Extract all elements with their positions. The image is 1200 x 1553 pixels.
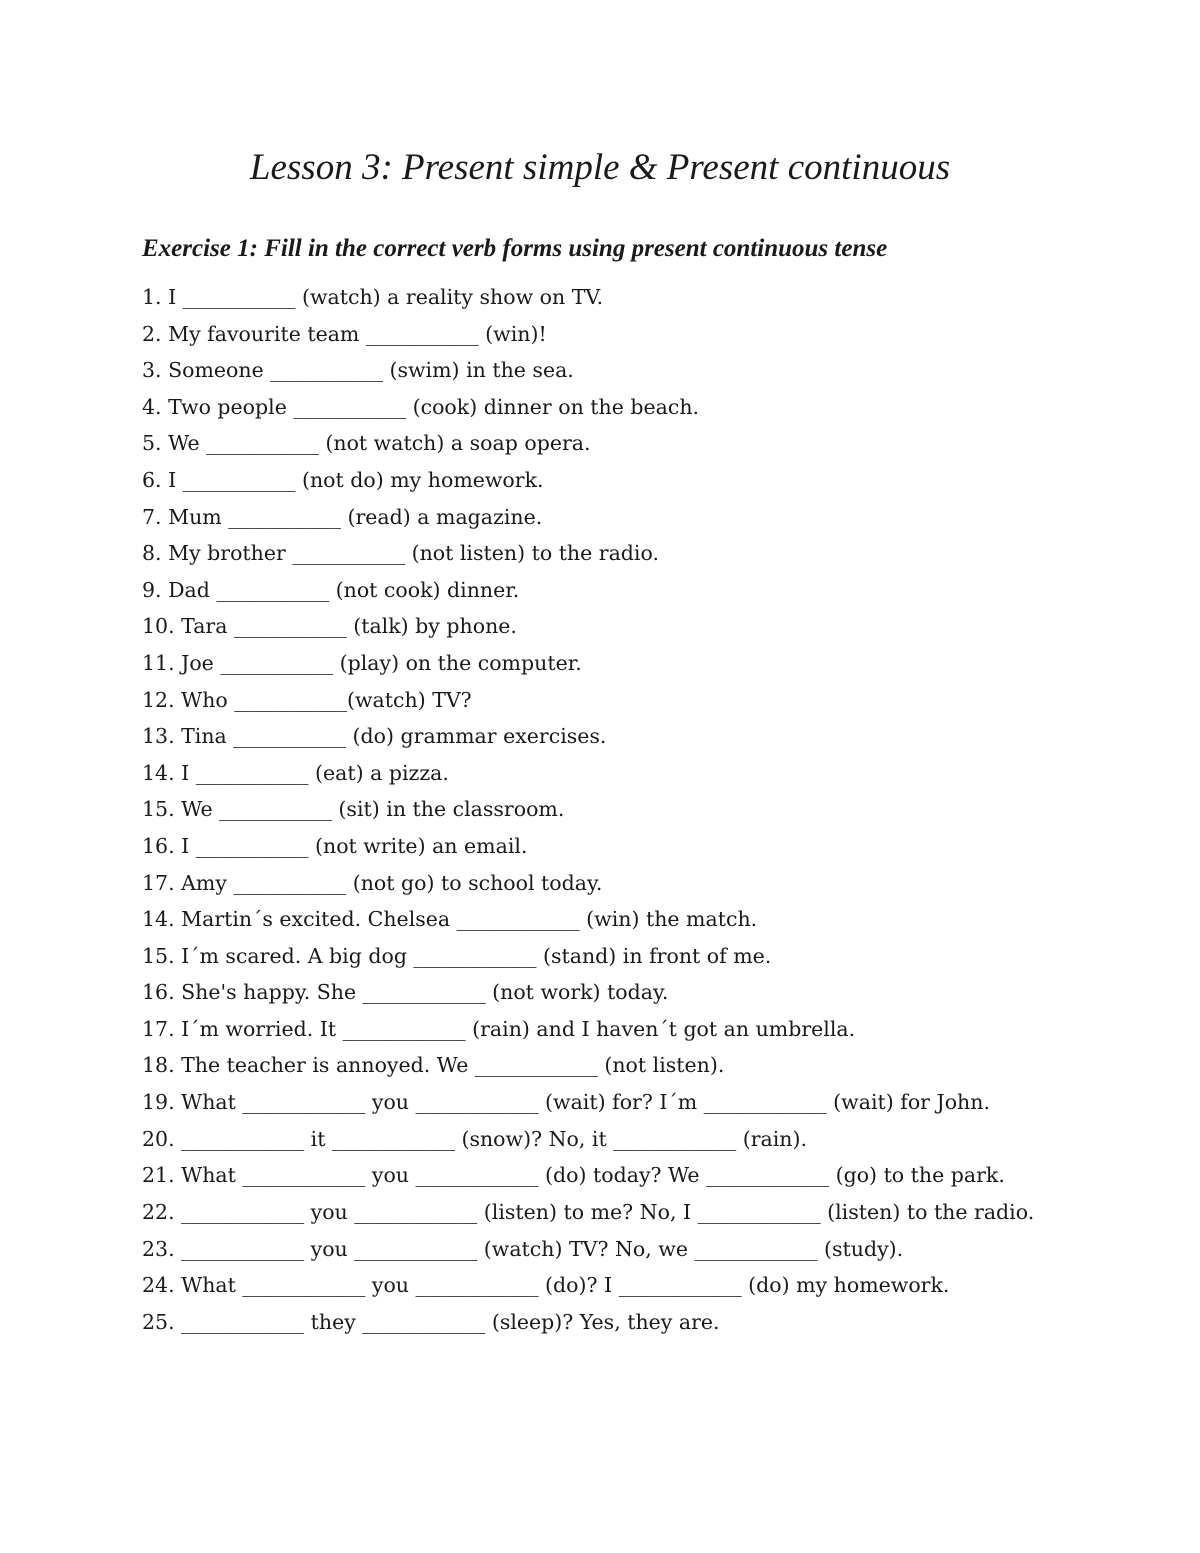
exercise-item: 16. She's happy. She ____________ (not work) today.: [142, 980, 669, 1005]
exercise-item: 6. I ___________ (not do) my homework.: [142, 467, 544, 492]
exercise-item: 16. I ___________ (not write) an email.: [142, 833, 528, 858]
exercise-item: 4. Two people ___________ (cook) dinner on the beach.: [142, 394, 700, 419]
exercise-item: 22. ____________ you ____________ (listen) to me? No, I ____________ (listen) to the radio.: [142, 1200, 1035, 1225]
exercise-item: 7. Mum ___________ (read) a magazine.: [142, 504, 543, 529]
exercise-item: 14. I ___________ (eat) a pizza.: [142, 760, 449, 785]
exercise-item: 5. We ___________ (not watch) a soap opera.: [142, 431, 591, 456]
lesson-title: Lesson 3: Present simple & Present continuous: [249, 147, 951, 188]
exercise-item: 18. The teacher is annoyed. We ____________ (not listen).: [142, 1053, 725, 1078]
exercise-item: 17. Amy ___________ (not go) to school today.: [142, 870, 603, 895]
exercise-item: 21. What ____________ you ____________ (do) today? We ____________ (go) to the park.: [142, 1163, 1005, 1188]
exercise-item: 25. ____________ they ____________ (sleep)? Yes, they are.: [142, 1310, 720, 1335]
exercise-item: 8. My brother ___________ (not listen) to the radio.: [142, 541, 659, 566]
exercise-item: 24. What ____________ you ____________ (do)? I ____________ (do) my homework.: [142, 1273, 950, 1298]
exercise-list: [142, 279, 1058, 1341]
exercise-item: 15. We ___________ (sit) in the classroom.: [142, 797, 565, 822]
exercise-item: 23. ____________ you ____________ (watch) TV? No, we ____________ (study).: [142, 1236, 904, 1261]
exercise-item: 19. What ____________ you ____________ (wait) for? I´m ____________ (wait) for John.: [142, 1090, 990, 1115]
exercise-heading: Exercise 1: Fill in the correct verb forms using present continuous tense: [142, 235, 888, 262]
exercise-item: 12. Who ___________(watch) TV?: [142, 687, 472, 712]
exercise-item: 3. Someone ___________ (swim) in the sea.: [142, 358, 574, 383]
exercise-item: 15. I´m scared. A big dog ____________ (stand) in front of me.: [142, 943, 772, 968]
exercise-item: 20. ____________ it ____________ (snow)? No, it ____________ (rain).: [142, 1126, 808, 1151]
exercise-item: 10. Tara ___________ (talk) by phone.: [142, 614, 517, 639]
exercise-item: 2. My favourite team ___________ (win)!: [142, 321, 547, 346]
exercise-item: 9. Dad ___________ (not cook) dinner.: [142, 577, 520, 602]
exercise-item: 14. Martin´s excited. Chelsea ____________ (win) the match.: [142, 907, 758, 932]
exercise-item: 17. I´m worried. It ____________ (rain) and I haven´t got an umbrella.: [142, 1016, 856, 1041]
exercise-item: 13. Tina ___________ (do) grammar exercises.: [142, 724, 607, 749]
exercise-item: 11. Joe ___________ (play) on the computer.: [142, 650, 582, 675]
exercise-item: 1. I ___________ (watch) a reality show on TV.: [142, 285, 604, 309]
